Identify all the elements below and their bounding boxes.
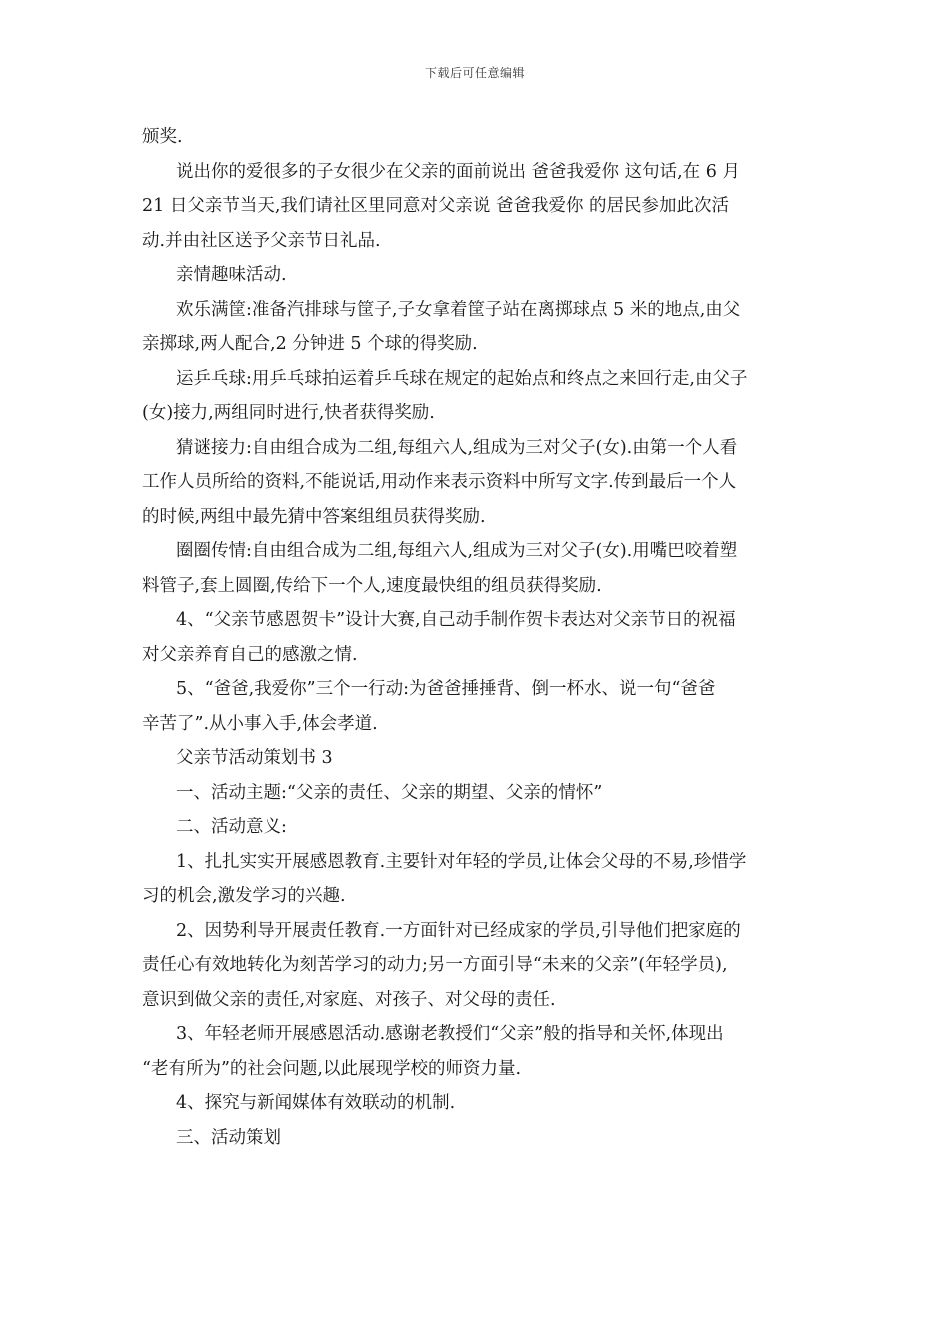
text-line: 3、年轻老师开展感恩活动.感谢老教授们“父亲”般的指导和关怀,体现出: [176, 1024, 724, 1044]
text-line: 欢乐满筐:准备汽排球与筐子,子女拿着筐子站在离掷球点 5 米的地点,由父: [176, 299, 741, 320]
text-line: 的时候,两组中最先猜中答案组组员获得奖励.: [142, 506, 486, 527]
document-body: [142, 120, 810, 1155]
text-line: 一、活动主题:“父亲的责任、父亲的期望、父亲的情怀”: [176, 782, 603, 803]
page-header: 下载后可任意编辑: [424, 66, 525, 80]
text-line: 动.并由社区送予父亲节日礼品.: [142, 230, 381, 251]
text-line: 亲情趣味活动.: [176, 265, 287, 285]
text-line: 4、“父亲节感恩贺卡”设计大赛,自己动手制作贺卡表达对父亲节日的祝福: [176, 610, 736, 630]
text-line: 责任心有效地转化为刻苦学习的动力;另一方面引导“未来的父亲”(年轻学员),: [142, 955, 728, 975]
text-line: 辛苦了”.从小事入手,体会孝道.: [142, 713, 378, 734]
text-line: 意识到做父亲的责任,对家庭、对孩子、对父母的责任.: [142, 989, 556, 1010]
text-line: 2、因势利导开展责任教育.一方面针对已经成家的学员,引导他们把家庭的: [176, 920, 741, 941]
text-line: 说出你的爱很多的子女很少在父亲的面前说出 爸爸我爱你 这句话,在 6 月: [176, 161, 740, 182]
text-line: 料管子,套上圆圈,传给下一个人,速度最快组的组员获得奖励.: [142, 575, 602, 596]
text-line: 4、探究与新闻媒体有效联动的机制.: [176, 1093, 456, 1113]
text-line: 二、活动意义:: [176, 817, 287, 837]
text-line: 工作人员所给的资料,不能说话,用动作来表示资料中所写文字.传到最后一个人: [142, 472, 737, 492]
text-line: 父亲节活动策划书 3: [176, 748, 333, 768]
text-line: 对父亲养育自己的感激之情.: [142, 644, 358, 665]
text-line: 1、扎扎实实开展感恩教育.主要针对年轻的学员,让体会父母的不易,珍惜学: [176, 851, 747, 872]
text-line: 5、“爸爸,我爱你”三个一行动:为爸爸捶捶背、倒一杯水、说一句“爸爸: [176, 679, 716, 699]
text-line: 猜谜接力:自由组合成为二组,每组六人,组成为三对父子(女).由第一个人看: [176, 437, 738, 458]
text-line: 习的机会,激发学习的兴趣.: [142, 886, 346, 906]
text-line: 三、活动策划: [176, 1127, 281, 1148]
text-line: 亲掷球,两人配合,2 分钟进 5 个球的得奖励.: [142, 334, 478, 354]
text-line: 颁奖.: [142, 127, 183, 147]
text-line: 21 日父亲节当天,我们请社区里同意对父亲说 爸爸我爱你 的居民参加此次活: [142, 196, 730, 216]
text-line: 圈圈传情:自由组合成为二组,每组六人,组成为三对父子(女).用嘴巴咬着塑: [176, 541, 738, 561]
text-line: 运乒乓球:用乒乓球拍运着乒乓球在规定的起始点和终点之来回行走,由父子: [176, 368, 748, 389]
text-line: “老有所为”的社会问题,以此展现学校的师资力量.: [142, 1058, 522, 1079]
text-line: (女)接力,两组同时进行,快者获得奖励.: [142, 403, 435, 423]
